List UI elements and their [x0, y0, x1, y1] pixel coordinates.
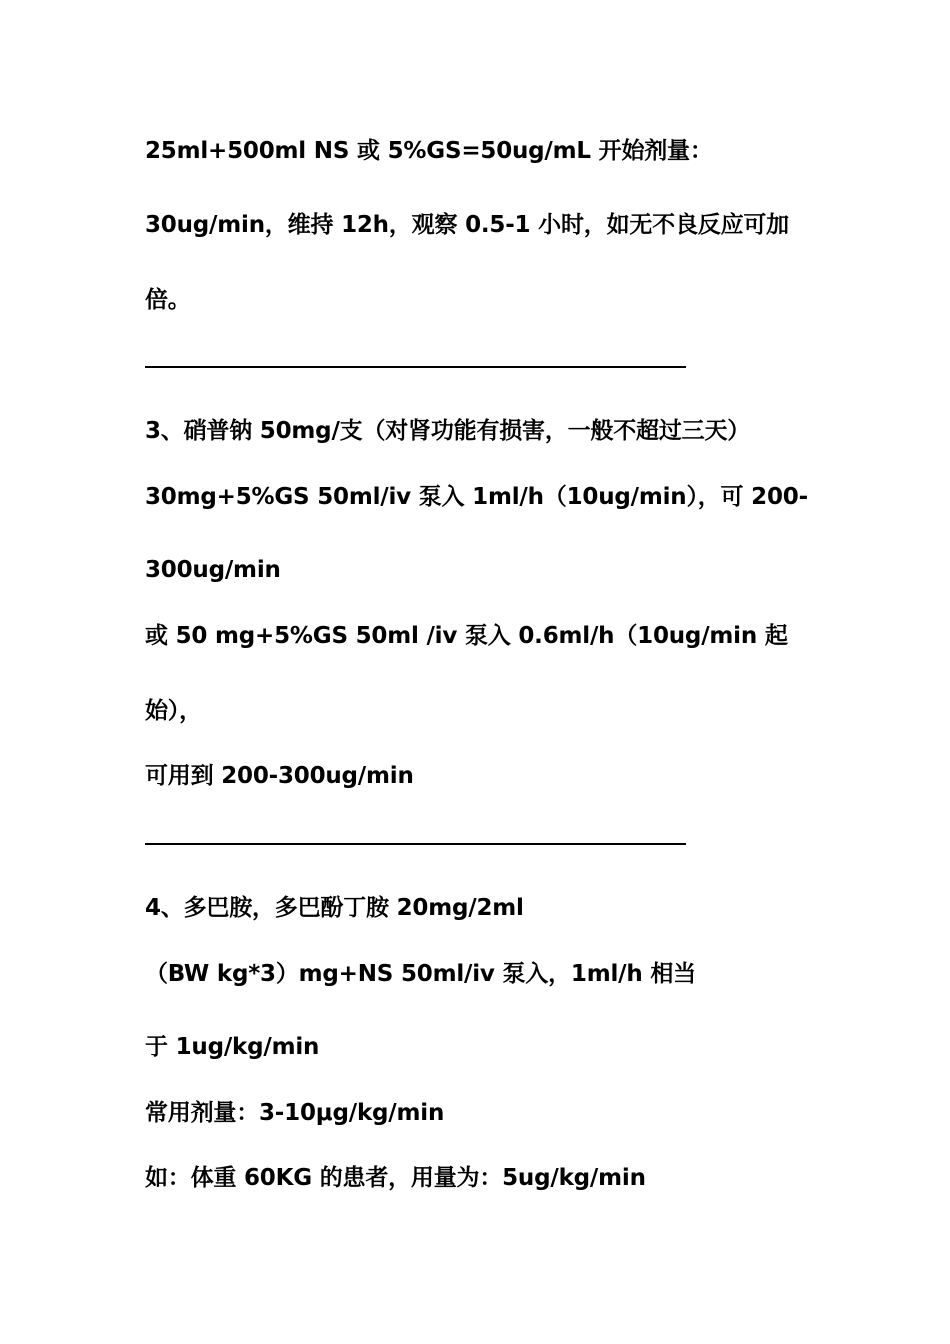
text-line-12: 于 1ug/kg/min: [145, 1034, 320, 1060]
text-line-14: 如：体重 60KG 的患者，用量为：5ug/kg/min: [145, 1165, 646, 1191]
section-heading-4: 4、多巴胺，多巴酚丁胺 20mg/2ml: [145, 895, 524, 921]
section-heading-3: 3、硝普钠 50mg/支（对肾功能有损害，一般不超过三天）: [145, 418, 751, 444]
section-divider: [145, 843, 686, 845]
text-line-3: 倍。: [145, 287, 191, 313]
text-line-11: （BW kg*3）mg+NS 50ml/iv 泵入，1ml/h 相当: [145, 961, 696, 987]
text-line-8: 始），: [145, 698, 202, 724]
text-line-13: 常用剂量：3-10μg/kg/min: [145, 1100, 445, 1126]
section-divider: [145, 366, 686, 368]
text-line-6: 300ug/min: [145, 557, 281, 583]
text-line-2: 30ug/min，维持 12h，观察 0.5-1 小时，如无不良反应可加: [145, 212, 789, 238]
text-line-9: 可用到 200-300ug/min: [145, 763, 414, 789]
text-line-7: 或 50 mg+5%GS 50ml /iv 泵入 0.6ml/h（10ug/min 起: [145, 623, 788, 649]
text-line-5: 30mg+5%GS 50ml/iv 泵入 1ml/h（10ug/min），可 200-: [145, 484, 808, 510]
text-line-1: 25ml+500ml NS 或 5%GS=50ug/mL 开始剂量：: [145, 138, 713, 164]
